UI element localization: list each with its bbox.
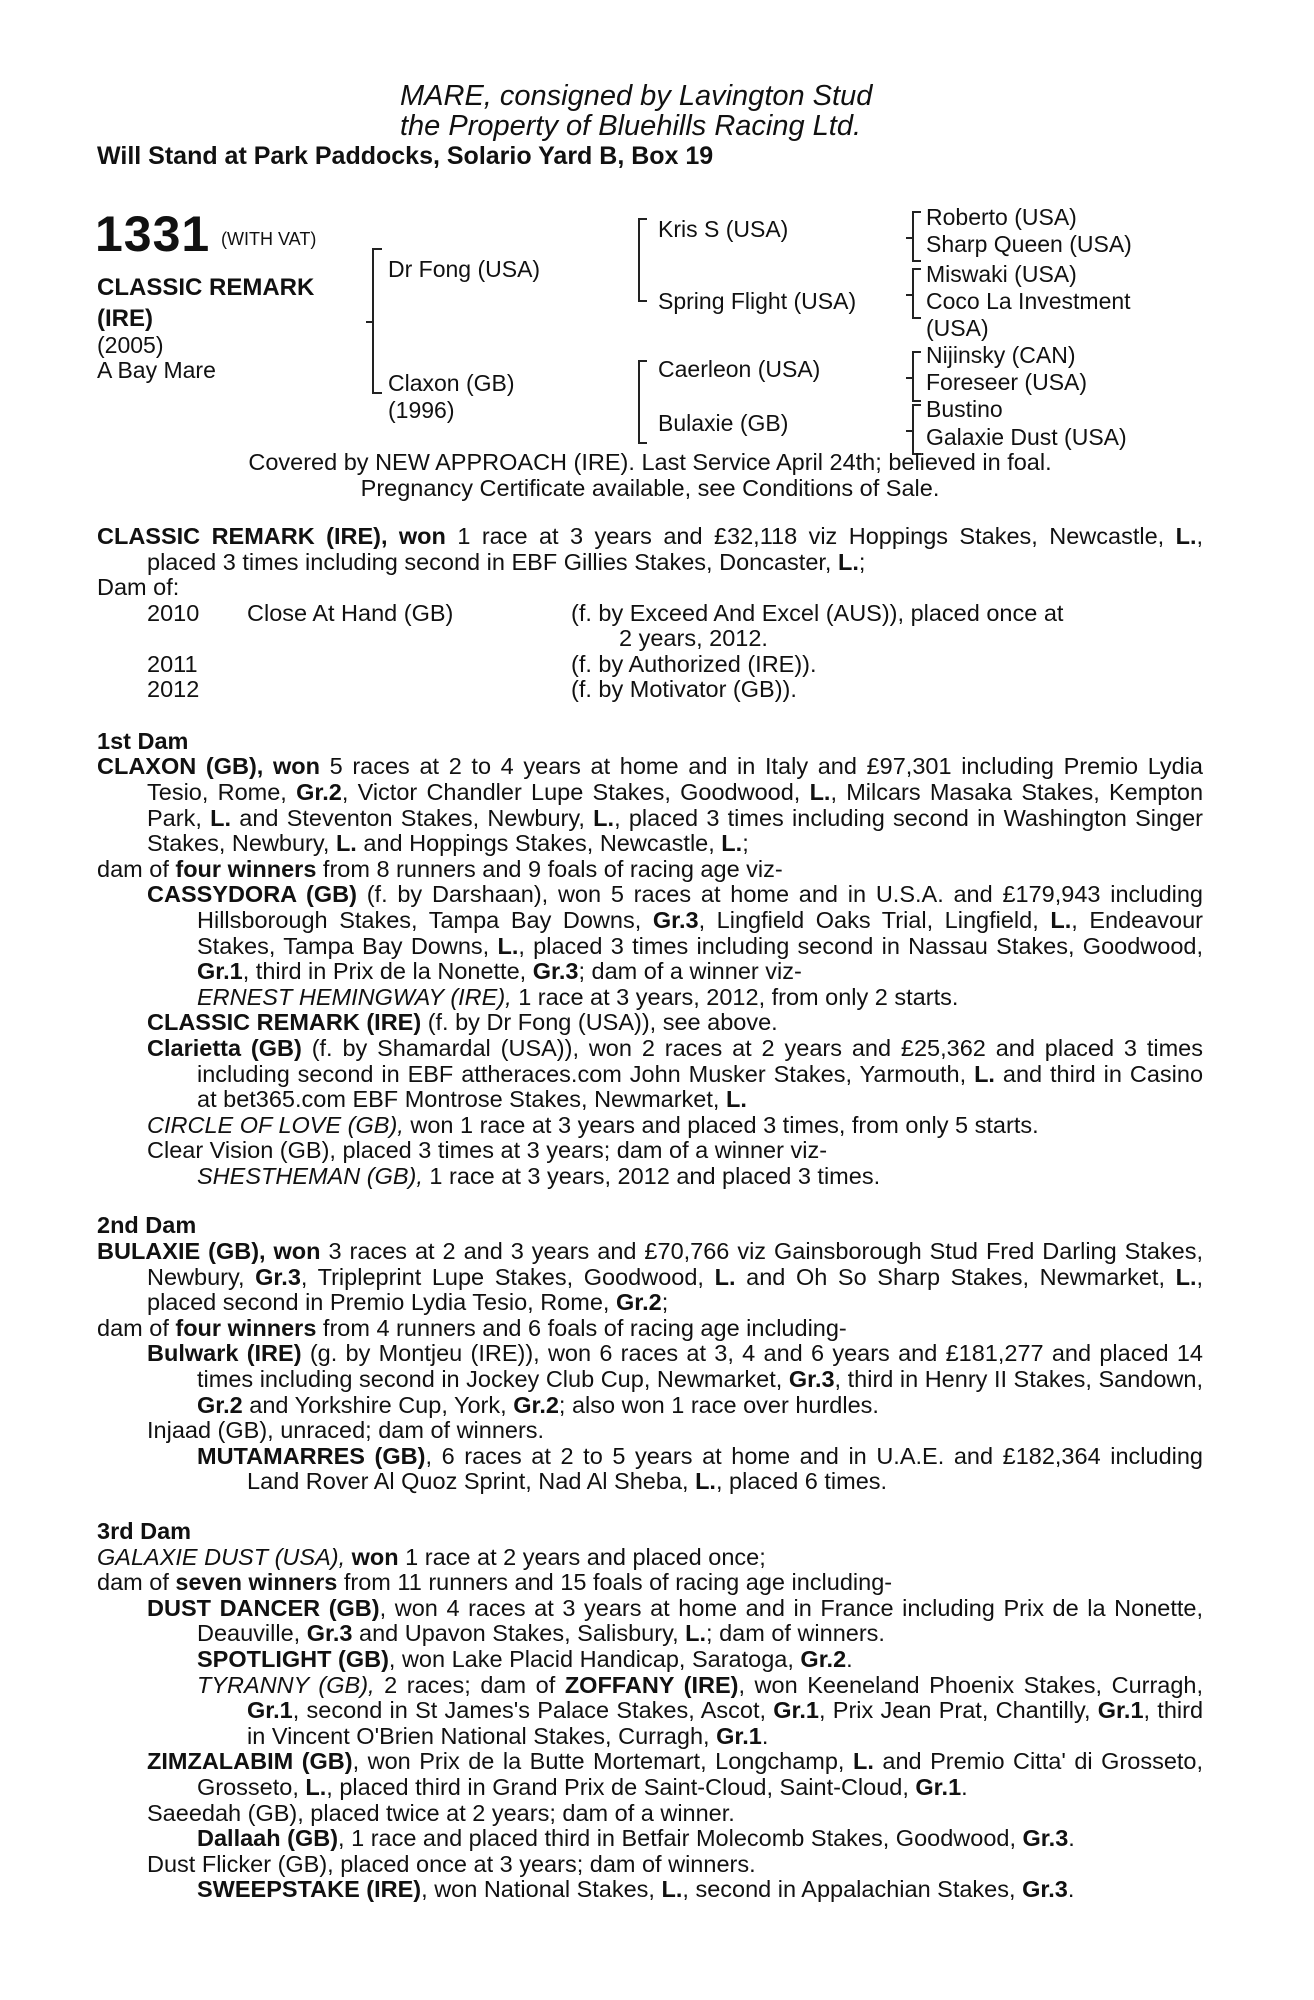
pedigree-dam-year: (1996) <box>388 397 455 423</box>
third-dam-record: GALAXIE DUST (USA), won 1 race at 2 years and placed once; <box>97 1543 766 1570</box>
third-dam-grandfoal-sweepstake: SWEEPSTAKE (IRE), won National Stakes, L., second in Appalachian Stakes, Gr.3. <box>197 1876 1075 1903</box>
horse-description: A Bay Mare <box>97 357 216 383</box>
produce-info: 2 years, 2012. <box>619 624 768 651</box>
third-dam-grandfoal-spotlight: SPOTLIGHT (GB), won Lake Placid Handicap, Saratoga, Gr.2. <box>197 1645 853 1672</box>
race-record: CLASSIC REMARK (IRE), won 1 race at 3 years and £32,118 viz Hoppings Stakes, Newcastle, L., placed 3 times including second in EBF Gillies Stakes, Doncaster, L.; <box>97 523 1204 575</box>
produce-year: 2010 <box>147 599 200 626</box>
second-dam-foal-injaad: Injaad (GB), unraced; dam of winners. <box>147 1417 545 1444</box>
second-dam-foal-bulwark: Bulwark (IRE) (g. by Montjeu (IRE)), won 6 races at 3, 4 and 6 years and £181,277 and placed 14 times including second in Jockey Club Cup, Newmarket, Gr.3, third in Henry II Stakes, Sandown, Gr.2 and Yorkshire Cup, York, Gr.2; also won 1 race over hurdles. <box>147 1340 1204 1418</box>
pedigree-dam: Claxon (GB) <box>388 370 515 396</box>
pedigree-ggs-7: Bustino <box>926 396 1003 422</box>
third-dam-foal-zimzalabim: ZIMZALABIM (GB), won Prix de la Butte Mortemart, Longchamp, L. and Premio Citta' di Grosseto, Grosseto, L., placed third in Grand Prix de Saint-Cloud, Saint-Cloud, Gr.1. <box>147 1748 1204 1800</box>
third-dam-foal-dust-flicker: Dust Flicker (GB), placed once at 3 years; dam of winners. <box>147 1850 756 1877</box>
location-line: Will Stand at Park Paddocks, Solario Yard B, Box 19 <box>97 142 714 170</box>
pedigree-bracket-dam <box>638 360 647 444</box>
first-dam-foal-cassydora: CASSYDORA (GB) (f. by Darshaan), won 5 races at home and in U.S.A. and £179,943 including Hillsborough Stakes, Tampa Bay Downs, Gr.3, Lingfield Oaks Trial, Lingfield, L., Endeavour Stakes, Tampa Bay Downs, L., placed 3 times including second in Nassau Stakes, Goodwood, Gr.1, third in Prix de la Nonette, Gr.3; dam of a winner viz- <box>147 881 1204 985</box>
pedigree-ggs-1: Roberto (USA) <box>926 204 1077 230</box>
produce-heading: Dam of: <box>97 574 180 601</box>
second-dam-heading: 2nd Dam <box>97 1212 197 1239</box>
produce-info: (f. by Authorized (IRE)). <box>571 650 817 677</box>
first-dam-produce-summary: dam of four winners from 8 runners and 9 foals of racing age viz- <box>97 855 783 882</box>
first-dam-foal-clear: Clear Vision (GB), placed 3 times at 3 years; dam of a winner viz- <box>147 1137 828 1164</box>
first-dam-record: CLAXON (GB), won 5 races at 2 to 4 years at home and in Italy and £97,301 including Premio Lydia Tesio, Rome, Gr.2, Victor Chandler Lupe Stakes, Goodwood, L., Milcars Masaka Stakes, Kempton Park, L. and Steventon Stakes, Newbury, L., placed 3 times including second in Washington Singer Stakes, Newbury, L. and Hoppings Stakes, Newcastle, L.; <box>97 753 1204 857</box>
pedigree-bracket-main <box>372 248 382 394</box>
pedigree-sire: Dr Fong (USA) <box>388 256 541 282</box>
pedigree-granddam-2: Bulaxie (GB) <box>658 410 789 436</box>
horse-name-line1: CLASSIC REMARK <box>97 274 315 301</box>
pedigree-grandsire-2: Caerleon (USA) <box>658 356 821 382</box>
horse-name-line2: (IRE) <box>97 305 153 332</box>
foaling-year: (2005) <box>97 332 164 358</box>
produce-info: (f. by Exceed And Excel (AUS)), placed once at <box>571 599 1064 626</box>
pedigree-ggs-3: Miswaki (USA) <box>926 261 1077 287</box>
pedigree-granddam-1: Spring Flight (USA) <box>658 288 857 314</box>
second-dam-grandfoal-mutamarres: MUTAMARRES (GB), 6 races at 2 to 5 years at home and in U.A.E. and £182,364 including Land Rover Al Quoz Sprint, Nad Al Sheba, L., placed 6 times. <box>197 1442 1203 1495</box>
first-dam-foal-circle: CIRCLE OF LOVE (GB), won 1 race at 3 years and placed 3 times, from only 5 starts. <box>147 1111 1039 1138</box>
consignor-line: MARE, consigned by Lavington Stud <box>400 80 873 112</box>
lot-number: 1331 <box>95 206 211 262</box>
pedigree-bracket-sire <box>638 218 647 302</box>
race-horse-name: CLASSIC REMARK (IRE), <box>97 523 388 549</box>
pedigree-ggs-6: Foreseer (USA) <box>926 369 1088 395</box>
third-dam-grandfoal-dallaah: Dallaah (GB), 1 race and placed third in Betfair Molecomb Stakes, Goodwood, Gr.3. <box>197 1825 1075 1852</box>
property-line: the Property of Bluehills Racing Ltd. <box>400 110 862 142</box>
pedigree-grandsire-1: Kris S (USA) <box>658 216 789 242</box>
pedigree-bracket-gg4 <box>912 404 921 455</box>
first-dam-grandfoal-ernest: ERNEST HEMINGWAY (IRE), 1 race at 3 years, 2012, from only 2 starts. <box>197 983 959 1010</box>
pedigree-bracket-gg2 <box>912 268 921 319</box>
first-dam-heading: 1st Dam <box>97 727 189 754</box>
produce-name: Close At Hand (GB) <box>247 599 454 626</box>
third-dam-grandfoal-tyranny: TYRANNY (GB), 2 races; dam of ZOFFANY (IRE), won Keeneland Phoenix Stakes, Curragh, Gr.1, second in St James's Palace Stakes, Ascot, Gr.1, Prix Jean Prat, Chantilly, Gr.1, third in Vincent O'Brien National Stakes, Curragh, Gr.1. <box>197 1671 1204 1749</box>
second-dam-produce-summary: dam of four winners from 4 runners and 6 foals of racing age including- <box>97 1314 847 1341</box>
vat-label: (WITH VAT) <box>221 229 317 249</box>
covered-line-1: Covered by NEW APPROACH (IRE). Last Service April 24th; believed in foal. <box>248 449 1052 475</box>
pedigree-ggs-4: Coco La Investment <box>926 288 1131 314</box>
third-dam-foal-dust-dancer: DUST DANCER (GB), won 4 races at 3 years at home and in France including Prix de la Nonette, Deauville, Gr.3 and Upavon Stakes, Salisbury, L.; dam of winners. <box>147 1594 1203 1647</box>
catalogue-body <box>97 449 1204 1903</box>
third-dam-produce-summary: dam of seven winners from 11 runners and 15 foals of racing age including- <box>97 1569 893 1596</box>
second-dam-record: BULAXIE (GB), won 3 races at 2 and 3 years and £70,766 viz Gainsborough Stud Fred Darling Stakes, Newbury, Gr.3, Tripleprint Lupe Stakes, Goodwood, L. and Oh So Sharp Stakes, Newmarket, L., placed second in Premio Lydia Tesio, Rome, Gr.2; <box>97 1238 1204 1316</box>
third-dam-heading: 3rd Dam <box>97 1518 192 1544</box>
produce-info: (f. by Motivator (GB)). <box>571 675 797 702</box>
produce-year: 2012 <box>147 675 200 702</box>
produce-table <box>97 601 1203 705</box>
third-dam-foal-saeedah: Saeedah (GB), placed twice at 2 years; dam of a winner. <box>147 1799 735 1826</box>
pedigree-ggs-8: Galaxie Dust (USA) <box>926 424 1127 450</box>
pedigree-ggs-5: Nijinsky (CAN) <box>926 342 1076 368</box>
produce-year: 2011 <box>147 650 198 677</box>
horse-name <box>97 272 314 334</box>
covered-line-2: Pregnancy Certificate available, see Conditions of Sale. <box>360 475 940 501</box>
pedigree-bracket-gg3 <box>912 351 921 402</box>
first-dam-foal-classic: CLASSIC REMARK (IRE) (f. by Dr Fong (USA)), see above. <box>147 1009 778 1036</box>
pedigree-ggs-4b: (USA) <box>926 315 989 341</box>
pedigree-bracket-gg1 <box>912 211 921 262</box>
pedigree-ggs-2: Sharp Queen (USA) <box>926 231 1132 257</box>
first-dam-grandfoal-shestheman: SHESTHEMAN (GB), 1 race at 3 years, 2012 and placed 3 times. <box>197 1162 881 1189</box>
first-dam-foal-clarietta: Clarietta (GB) (f. by Shamardal (USA)), won 2 races at 2 years and £25,362 and placed 3 times including second in EBF attheraces.com John Musker Stakes, Yarmouth, L. and third in Casino at bet365.com EBF Montrose Stakes, Newmarket, L. <box>147 1034 1204 1113</box>
